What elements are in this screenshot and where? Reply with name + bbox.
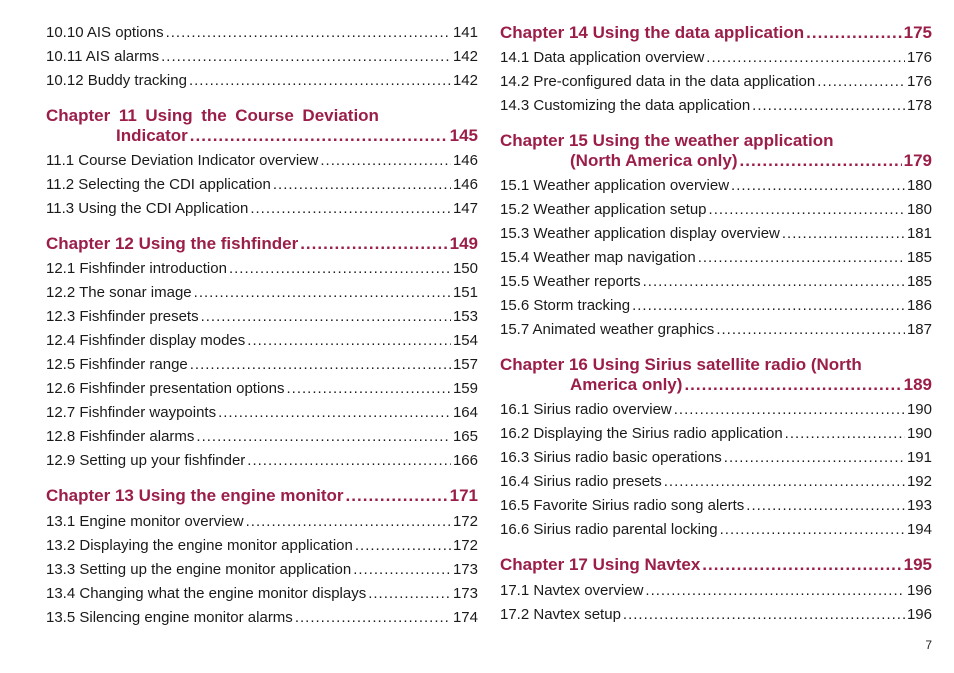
leader-dots bbox=[752, 96, 905, 116]
leader-dots bbox=[246, 512, 451, 532]
leader-dots bbox=[218, 403, 451, 423]
toc-entry[interactable]: 15.4 Weather map navigation ..... 185 bbox=[500, 248, 932, 268]
toc-entry[interactable]: 12.8 Fishfinder alarms ..... 165 bbox=[46, 427, 478, 447]
toc-entry[interactable]: 14.1 Data application overview ..... 176 bbox=[500, 48, 932, 68]
toc-entry[interactable]: 12.7 Fishfinder waypoints ..... 164 bbox=[46, 403, 478, 423]
toc-entry[interactable]: 15.2 Weather application setup ..... 180 bbox=[500, 200, 932, 220]
toc-entry[interactable]: 13.5 Silencing engine monitor alarms ..... 174 bbox=[46, 608, 478, 628]
chapter-15-heading-cont[interactable]: (North America only) ..... 179 bbox=[500, 150, 932, 172]
leader-dots bbox=[368, 584, 451, 604]
chapter-13-heading[interactable]: Chapter 13 Using the engine monitor ..... 171 bbox=[46, 485, 478, 507]
toc-entry[interactable]: 15.6 Storm tracking ..... 186 bbox=[500, 296, 932, 316]
leader-dots bbox=[229, 259, 451, 279]
toc-entry[interactable]: 12.3 Fishfinder presets ..... 153 bbox=[46, 307, 478, 327]
toc-entry[interactable]: 14.3 Customizing the data application ..... 178 bbox=[500, 96, 932, 116]
leader-dots bbox=[295, 608, 451, 628]
leader-dots bbox=[709, 200, 905, 220]
toc-entry[interactable]: 15.7 Animated weather graphics ..... 187 bbox=[500, 320, 932, 340]
toc-entry[interactable]: 11.1 Course Deviation Indicator overview ..... 146 bbox=[46, 151, 478, 171]
leader-dots bbox=[785, 424, 905, 444]
leader-dots bbox=[702, 554, 901, 576]
toc-entry[interactable]: 13.4 Changing what the engine monitor displays ..... 173 bbox=[46, 584, 478, 604]
leader-dots bbox=[190, 355, 451, 375]
leader-dots bbox=[196, 427, 451, 447]
toc-entry[interactable]: 10.12 Buddy tracking ..... 142 bbox=[46, 71, 478, 91]
chapter-16-heading-cont[interactable]: America only) ..... 189 bbox=[500, 374, 932, 396]
leader-dots bbox=[250, 199, 451, 219]
leader-dots bbox=[674, 400, 905, 420]
leader-dots bbox=[201, 307, 451, 327]
chapter-16-heading[interactable]: Chapter 16 Using Sirius satellite radio (North bbox=[500, 355, 862, 374]
leader-dots bbox=[273, 175, 451, 195]
leader-dots bbox=[300, 233, 447, 255]
toc-entry[interactable]: 12.6 Fishfinder presentation options ..... 159 bbox=[46, 379, 478, 399]
toc-entry[interactable]: 15.5 Weather reports ..... 185 bbox=[500, 272, 932, 292]
leader-dots bbox=[346, 485, 448, 507]
toc-entry[interactable]: 12.9 Setting up your fishfinder ..... 166 bbox=[46, 451, 478, 471]
toc-entry[interactable]: 17.1 Navtex overview ..... 196 bbox=[500, 581, 932, 601]
leader-dots bbox=[706, 48, 905, 68]
leader-dots bbox=[817, 72, 905, 92]
toc-entry[interactable]: 12.2 The sonar image ..... 151 bbox=[46, 283, 478, 303]
leader-dots bbox=[353, 560, 451, 580]
toc-entry[interactable]: 12.1 Fishfinder introduction ..... 150 bbox=[46, 259, 478, 279]
leader-dots bbox=[720, 520, 905, 540]
leader-dots bbox=[664, 472, 905, 492]
toc-entry[interactable]: 13.2 Displaying the engine monitor application ..... 172 bbox=[46, 536, 478, 556]
leader-dots bbox=[746, 496, 905, 516]
leader-dots bbox=[724, 448, 905, 468]
toc-entry[interactable]: 16.3 Sirius radio basic operations ..... 191 bbox=[500, 448, 932, 468]
leader-dots bbox=[806, 22, 901, 44]
leader-dots bbox=[166, 23, 451, 43]
chapter-15-heading[interactable]: Chapter 15 Using the weather application bbox=[500, 131, 834, 150]
chapter-12-heading[interactable]: Chapter 12 Using the fishfinder ..... 149 bbox=[46, 233, 478, 255]
toc-entry[interactable]: 15.3 Weather application display overview ..... 181 bbox=[500, 224, 932, 244]
toc-entry[interactable]: 17.2 Navtex setup ..... 196 bbox=[500, 605, 932, 625]
toc-entry[interactable]: 16.6 Sirius radio parental locking ..... 194 bbox=[500, 520, 932, 540]
chapter-11-heading[interactable]: Chapter 11 Using the Course Deviation bbox=[46, 106, 379, 125]
leader-dots bbox=[684, 374, 901, 396]
toc-entry[interactable]: 10.11 AIS alarms ..... 142 bbox=[46, 47, 478, 67]
leader-dots bbox=[698, 248, 905, 268]
toc-entry[interactable]: 16.4 Sirius radio presets ..... 192 bbox=[500, 472, 932, 492]
leader-dots bbox=[247, 331, 451, 351]
toc-entry[interactable]: 11.3 Using the CDI Application ..... 147 bbox=[46, 199, 478, 219]
chapter-14-heading[interactable]: Chapter 14 Using the data application ..... 175 bbox=[500, 22, 932, 44]
leader-dots bbox=[247, 451, 451, 471]
toc-entry[interactable]: 10.10 AIS options ..... 141 bbox=[46, 23, 478, 43]
leader-dots bbox=[623, 605, 905, 625]
toc-entry[interactable]: 13.1 Engine monitor overview ..... 172 bbox=[46, 512, 478, 532]
toc-entry[interactable]: 12.5 Fishfinder range ..... 157 bbox=[46, 355, 478, 375]
leader-dots bbox=[740, 150, 902, 172]
chapter-17-heading[interactable]: Chapter 17 Using Navtex ..... 195 bbox=[500, 554, 932, 576]
toc-entry[interactable]: 13.3 Setting up the engine monitor application ..... 173 bbox=[46, 560, 478, 580]
toc-entry[interactable]: 16.2 Displaying the Sirius radio application ..... 190 bbox=[500, 424, 932, 444]
leader-dots bbox=[645, 581, 905, 601]
leader-dots bbox=[731, 176, 905, 196]
toc-entry[interactable]: 16.1 Sirius radio overview ..... 190 bbox=[500, 400, 932, 420]
leader-dots bbox=[161, 47, 451, 67]
toc-entry[interactable]: 16.5 Favorite Sirius radio song alerts ..... 193 bbox=[500, 496, 932, 516]
page-number: 7 bbox=[925, 638, 932, 652]
toc-entry[interactable]: 12.4 Fishfinder display modes ..... 154 bbox=[46, 331, 478, 351]
leader-dots bbox=[189, 71, 451, 91]
toc-entry[interactable]: 11.2 Selecting the CDI application ..... 146 bbox=[46, 175, 478, 195]
leader-dots bbox=[782, 224, 905, 244]
leader-dots bbox=[190, 125, 448, 147]
toc-entry[interactable]: 14.2 Pre-configured data in the data application ..... 176 bbox=[500, 72, 932, 92]
chapter-11-heading-cont[interactable]: Indicator ..... 145 bbox=[46, 125, 478, 147]
leader-dots bbox=[320, 151, 451, 171]
leader-dots bbox=[355, 536, 451, 556]
leader-dots bbox=[632, 296, 905, 316]
leader-dots bbox=[286, 379, 450, 399]
leader-dots bbox=[643, 272, 905, 292]
leader-dots bbox=[716, 320, 905, 340]
leader-dots bbox=[194, 283, 451, 303]
toc-entry[interactable]: 15.1 Weather application overview ..... 180 bbox=[500, 176, 932, 196]
